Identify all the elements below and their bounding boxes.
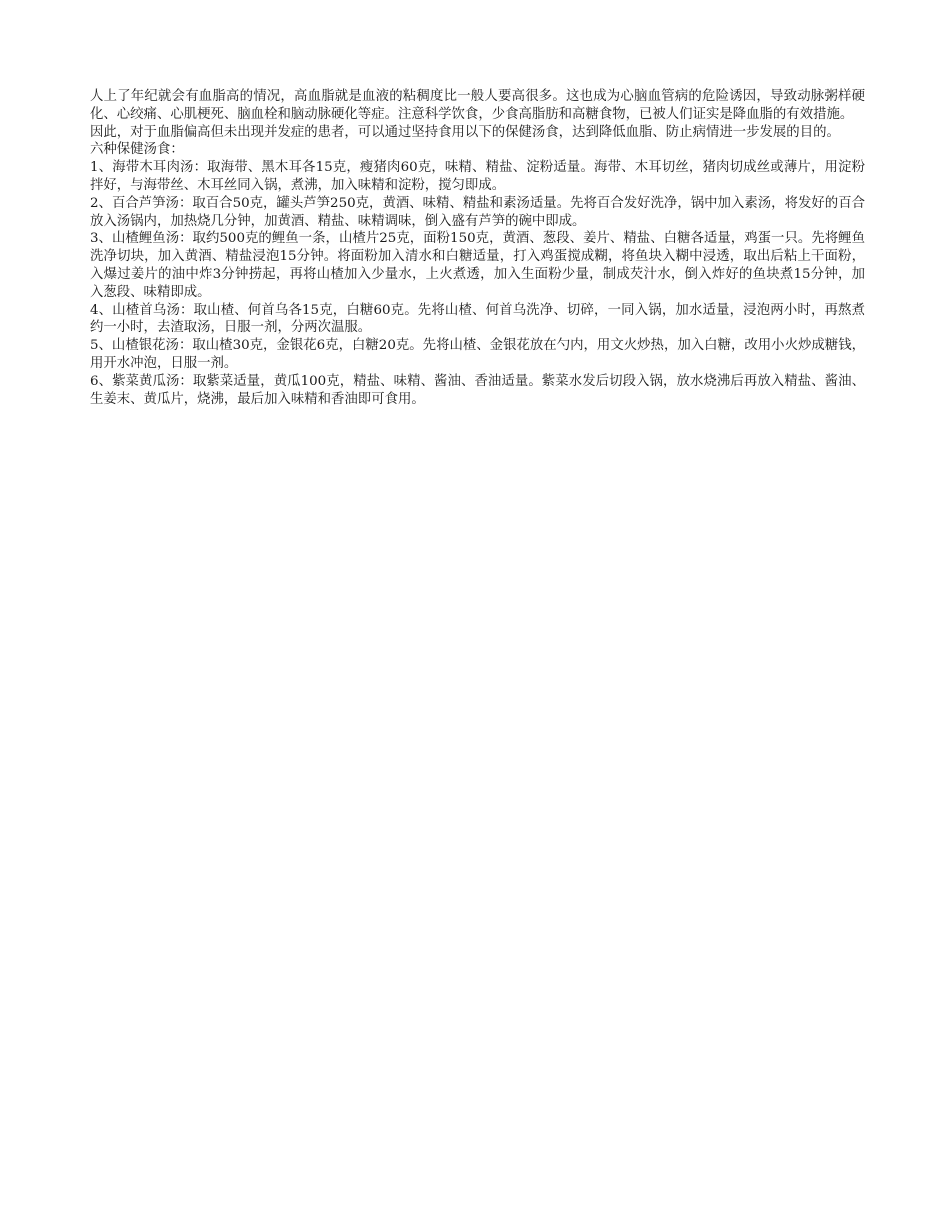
recipe-item-2: 2、百合芦笋汤：取百合50克，罐头芦笋250克，黄酒、味精、精盐和素汤适量。先将百合发好洗净，锅中加入素汤，将发好的百合放入汤锅内，加热烧几分钟，加黄酒、精盐、味精调味，倒入盛有芦笋的碗中即成。 (90, 195, 865, 229)
document-body (90, 88, 865, 408)
recipe-item-5: 5、山楂银花汤：取山楂30克，金银花6克，白糖20克。先将山楂、金银花放在勺内，用文火炒热，加入白糖，改用小火炒成糖钱，用开水冲泡，日服一剂。 (90, 338, 865, 371)
recipe-item-1: 1、海带木耳肉汤：取海带、黑木耳各15克，瘦猪肉60克，味精、精盐、淀粉适量。海带、木耳切丝，猪肉切成丝或薄片，用淀粉拌好，与海带丝、木耳丝同入锅，煮沸，加入味精和淀粉，搅匀即成。 (90, 160, 865, 193)
advice-paragraph: 因此，对于血脂偏高但未出现并发症的患者，可以通过坚持食用以下的保健汤食，达到降低血脂、防止病情进一步发展的目的。 (90, 124, 840, 140)
recipe-item-3: 3、山楂鲤鱼汤：取约500克的鲤鱼一条，山楂片25克，面粉150克，黄酒、葱段、姜片、精盐、白糖各适量，鸡蛋一只。先将鲤鱼洗净切块，加入黄酒、精盐浸泡15分钟。将面粉加入清水和白糖适量，打入鸡蛋搅成糊，将鱼块入糊中浸透，取出后粘上干面粉，入爆过姜片的油中炸3分钟捞起，再将山楂加入少量水，上火煮透，加入生面粉少量，制成芡汁水，倒入炸好的鱼块煮15分钟，加入葱段、味精即成。 (90, 231, 865, 300)
recipe-item-6: 6、紫菜黄瓜汤：取紫菜适量，黄瓜100克，精盐、味精、酱油、香油适量。紫菜水发后切段入锅，放水烧沸后再放入精盐、酱油、生姜末、黄瓜片，烧沸，最后加入味精和香油即可食用。 (90, 373, 865, 407)
section-heading: 六种保健汤食： (90, 142, 184, 158)
recipe-item-4: 4、山楂首乌汤：取山楂、何首乌各15克，白糖60克。先将山楂、何首乌洗净、切碎，一同入锅，加水适量，浸泡两小时，再熬煮约一小时，去渣取汤，日服一剂，分两次温服。 (90, 302, 865, 336)
intro-paragraph: 人上了年纪就会有血脂高的情况，高血脂就是血液的粘稠度比一般人要高很多。这也成为心脑血管病的危险诱因，导致动脉粥样硬化、心绞痛、心肌梗死、脑血栓和脑动脉硬化等症。注意科学饮食，少食高脂肪和高糖食物，已被人们证实是降血脂的有效措施。 (90, 89, 865, 122)
